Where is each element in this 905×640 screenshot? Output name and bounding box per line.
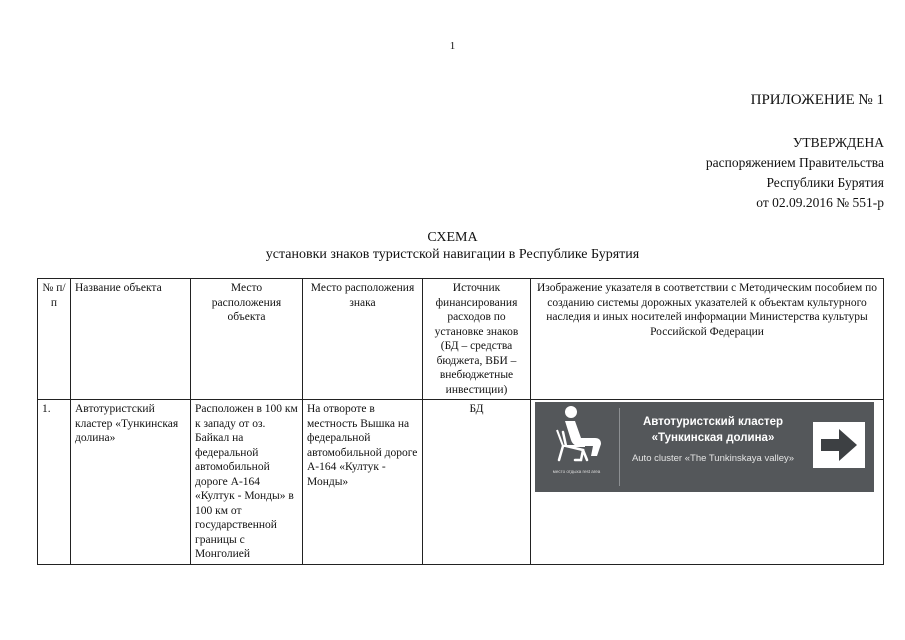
seated-person-rest-icon: [535, 402, 618, 472]
row-sign-image: [531, 400, 884, 565]
header-sign-location: Место расположения знака: [303, 279, 423, 400]
table-header-row: [38, 279, 884, 400]
header-object-name: Название объекта: [71, 279, 191, 400]
page-number: 1: [449, 40, 456, 52]
approval-line-3: Республики Бурятия: [766, 175, 884, 190]
approval-line-1: УТВЕРЖДЕНА: [792, 135, 884, 150]
header-sign-image: Изображение указателя в соответствии с Методическим пособием по созданию системы дорожных указателей к объектам культурного наследия и иных носителей информации Министерства культуры Российской Федерации: [531, 279, 884, 400]
approval-line-2: распоряжением Правительства: [705, 155, 884, 170]
row-object-name: Автотуристский кластер «Тункинская долина»: [71, 400, 191, 565]
table-row: [38, 400, 884, 565]
sign-title-ru: Автотуристский кластер «Тункинская долина»: [642, 416, 784, 444]
approval-block: [706, 133, 884, 213]
title-line-1: СХЕМА: [427, 230, 478, 245]
header-number: № п/п: [38, 279, 71, 400]
row-number: 1.: [38, 400, 71, 565]
header-funding-source: Источник финансирования расходов по установке знаков (БД – средства бюджета, ВБИ – внебюджетные инвестиции): [423, 279, 531, 400]
sign-divider: [619, 408, 620, 486]
row-funding: БД: [423, 400, 531, 565]
appendix-label: ПРИЛОЖЕНИЕ № 1: [750, 92, 884, 108]
row-sign-location: На отвороте в местность Вышка на федеральной автомобильной дороге А-164 «Култук - Монды»: [303, 400, 423, 565]
row-object-location: Расположен в 100 км к западу от оз. Байкал на федеральной автомобильной дороге А-164 «Култук - Монды» в 100 км от государственной границы с Монголией: [191, 400, 303, 565]
title-line-2: установки знаков туристской навигации в Республике Бурятия: [265, 247, 640, 262]
tourist-sign: [535, 402, 874, 492]
sign-title-en: Auto cluster «The Tunkinskaya valley»: [631, 453, 795, 464]
approval-line-4: от 02.09.2016 № 551-р: [756, 195, 884, 210]
signs-table: [37, 278, 884, 565]
rest-area-panel: [535, 402, 618, 492]
arrow-right-icon: [813, 422, 865, 468]
header-object-location: Место расположения объекта: [191, 279, 303, 400]
rest-area-caption: место отдыха rest area: [552, 469, 601, 474]
document-title: [0, 229, 905, 263]
